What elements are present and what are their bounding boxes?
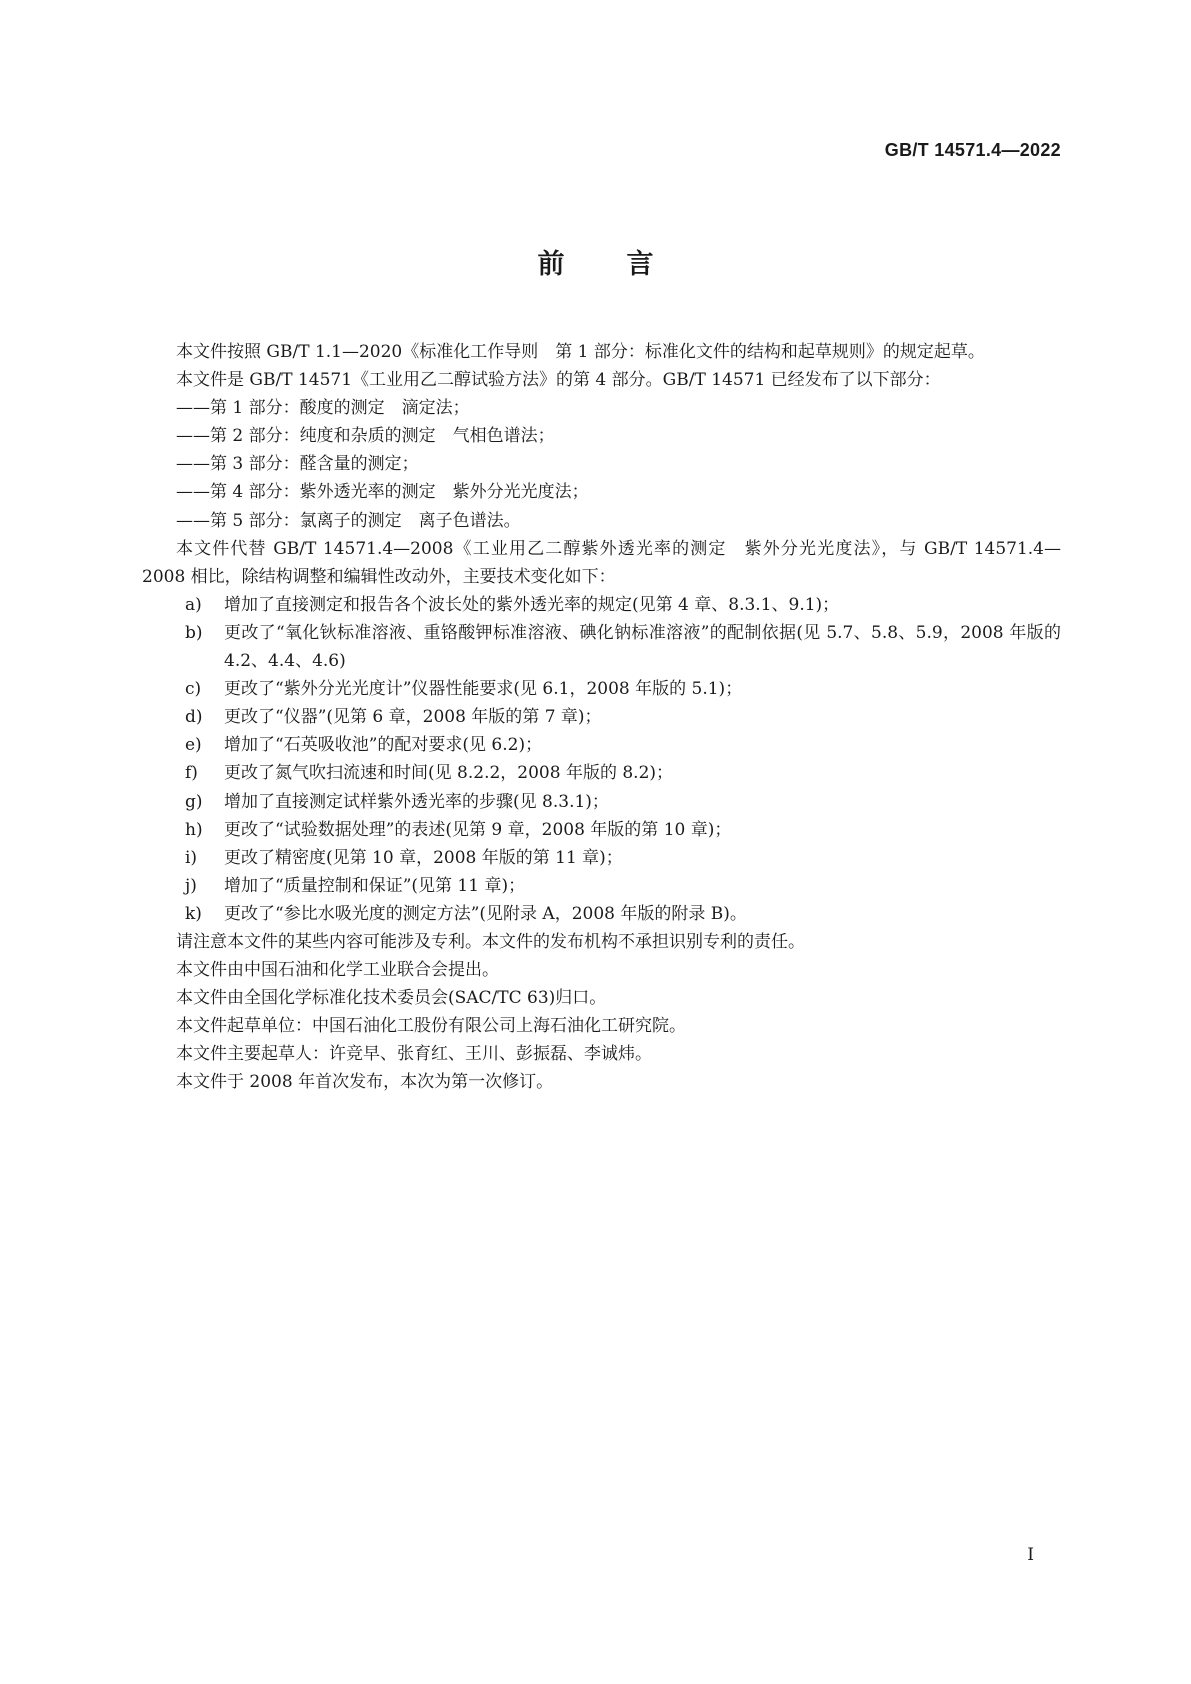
paragraph-patent-notice: 请注意本文件的某些内容可能涉及专利。本文件的发布机构不承担识别专利的责任。 — [176, 931, 805, 952]
change-item — [142, 591, 1061, 619]
paragraph-replacement: 本文件代替 GB/T 14571.4—2008《工业用乙二醇紫外透光率的测定 紫外分光光度法》，与 GB/T 14571.4—2008 相比，除结构调整和编辑性改动外，主要技术变化如下： — [142, 538, 1061, 587]
part-item: ——第 2 部分：纯度和杂质的测定 气相色谱法； — [176, 426, 555, 447]
change-marker: c) — [185, 679, 202, 700]
change-marker: f) — [185, 763, 198, 784]
paragraph-proposed-by: 本文件由中国石油和化学工业联合会提出。 — [176, 960, 499, 981]
change-item — [142, 900, 1061, 928]
part-item: ——第 5 部分：氯离子的测定 离子色谱法。 — [176, 510, 521, 531]
paragraph-drafters: 本文件主要起草人：许竞早、张育红、王川、彭振磊、李诚炜。 — [176, 1044, 652, 1065]
change-text: 更改了精密度(见第 10 章，2008 年版的第 11 章)； — [224, 847, 623, 868]
change-item — [142, 788, 1061, 816]
change-item — [142, 731, 1061, 759]
part-item: ——第 4 部分：紫外透光率的测定 紫外分光光度法； — [176, 482, 589, 503]
change-text: 增加了直接测定试样紫外透光率的步骤(见 8.3.1)； — [224, 791, 609, 812]
change-marker: i) — [185, 847, 198, 868]
paragraph-history: 本文件于 2008 年首次发布，本次为第一次修订。 — [176, 1072, 554, 1093]
change-item — [142, 619, 1061, 675]
change-marker: j) — [185, 875, 197, 896]
part-item: ——第 3 部分：醛含量的测定； — [176, 454, 419, 475]
preface-body — [142, 338, 1061, 1097]
change-marker: k) — [185, 903, 202, 924]
change-item — [142, 816, 1061, 844]
change-text: 更改了氮气吹扫流速和时间(见 8.2.2，2008 年版的 8.2)； — [224, 763, 674, 784]
change-marker: h) — [185, 819, 203, 840]
part-item: ——第 1 部分：酸度的测定 滴定法； — [176, 398, 470, 419]
change-text: 更改了“氧化钬标准溶液、重铬酸钾标准溶液、碘化钠标准溶液”的配制依据(见 5.7、5.8、5.9，2008 年版的 4.2、4.4、4.6) — [224, 622, 1061, 672]
change-text: 更改了“紫外分光光度计”仪器性能要求(见 6.1，2008 年版的 5.1)； — [224, 679, 743, 700]
change-text: 更改了“仪器”(见第 6 章，2008 年版的第 7 章)； — [224, 707, 602, 728]
change-marker: e) — [185, 735, 202, 756]
paragraph-series-intro: 本文件是 GB/T 14571《工业用乙二醇试验方法》的第 4 部分。GB/T 14571 已经发布了以下部分： — [176, 370, 941, 391]
change-item — [142, 703, 1061, 731]
paragraph-centralized-by: 本文件由全国化学标准化技术委员会(SAC/TC 63)归口。 — [176, 988, 607, 1009]
change-marker: d) — [185, 707, 203, 728]
change-marker: a) — [185, 594, 202, 615]
change-text: 增加了“质量控制和保证”(见第 11 章)； — [224, 875, 526, 896]
page-number: I — [1027, 1545, 1034, 1565]
paragraph-drafting-rules: 本文件按照 GB/T 1.1—2020《标准化工作导则 第 1 部分：标准化文件的结构和起草规则》的规定起草。 — [176, 342, 985, 362]
change-marker: b) — [185, 622, 203, 643]
change-item — [142, 844, 1061, 872]
change-text: 更改了“试验数据处理”的表述(见第 9 章，2008 年版的第 10 章)； — [224, 819, 732, 840]
change-text: 更改了“参比水吸光度的测定方法”(见附录 A，2008 年版的附录 B)。 — [224, 903, 747, 924]
standard-code: GB/T 14571.4—2022 — [884, 140, 1061, 160]
change-item — [142, 872, 1061, 900]
paragraph-drafting-unit: 本文件起草单位：中国石油化工股份有限公司上海石油化工研究院。 — [176, 1016, 686, 1037]
change-text: 增加了直接测定和报告各个波长处的紫外透光率的规定(见第 4 章、8.3.1、9.1)； — [224, 594, 840, 615]
change-text: 增加了“石英吸收池”的配对要求(见 6.2)； — [224, 735, 543, 756]
change-item — [142, 675, 1061, 703]
page-title: 前言 — [537, 249, 716, 280]
change-item — [142, 759, 1061, 787]
change-marker: g) — [185, 791, 203, 812]
